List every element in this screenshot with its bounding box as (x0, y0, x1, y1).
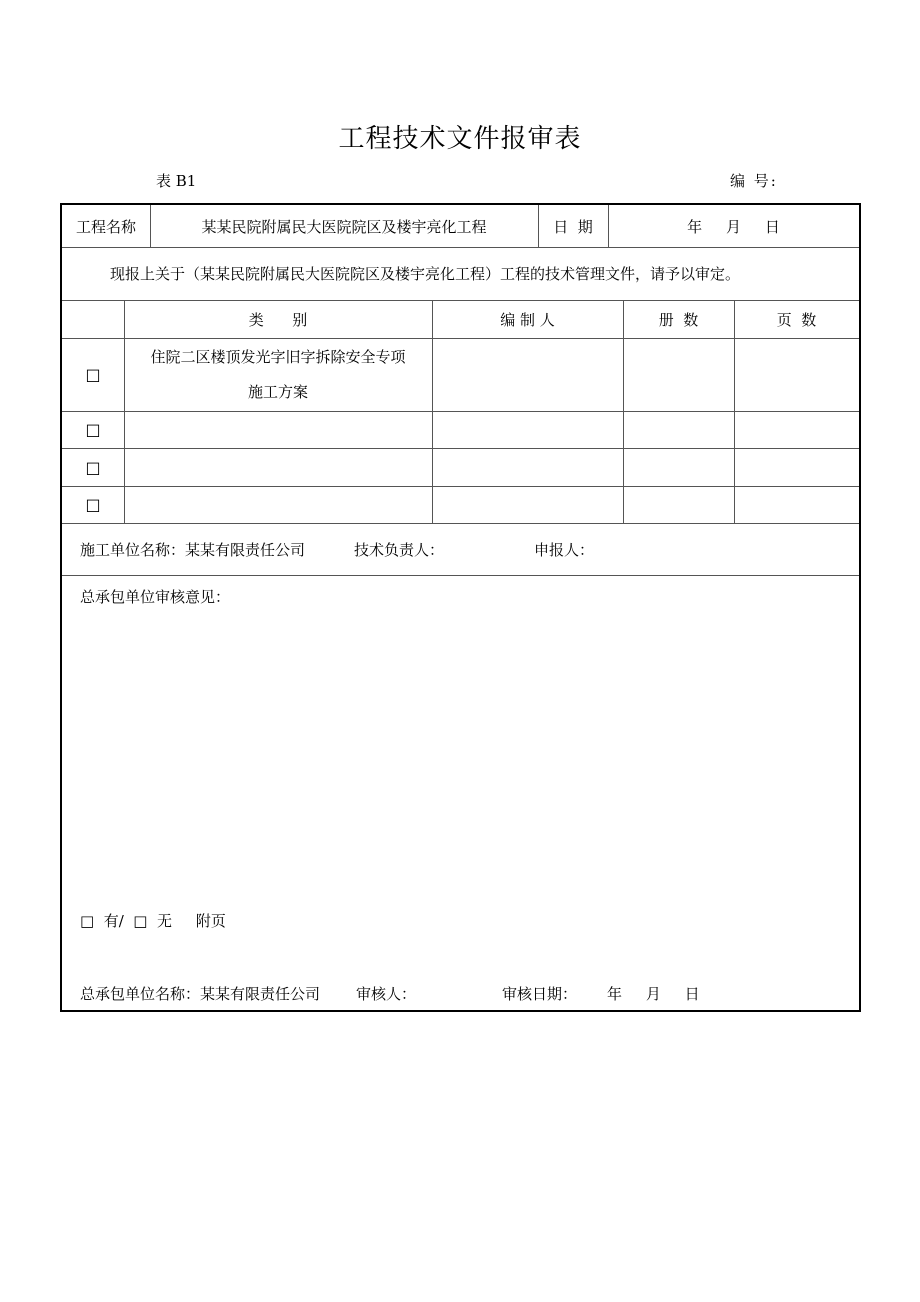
row-author (432, 411, 623, 448)
page-title: 工程技术文件报审表 (338, 124, 582, 154)
applicant-label: 申报人： (534, 540, 595, 559)
project-name-label: 工程名称 (75, 217, 136, 236)
row-volumes (623, 411, 734, 448)
row-pages (734, 411, 859, 448)
col-header-category: 类 别 (248, 310, 308, 329)
date-value: 年 月 日 (687, 217, 780, 236)
row-checkbox[interactable]: □ (85, 495, 101, 514)
review-date-label: 审核日期： (502, 984, 578, 1003)
row-category (124, 486, 432, 523)
row-author (432, 338, 623, 411)
row-pages (734, 486, 859, 523)
row-author (432, 486, 623, 523)
col-header-author: 编 制 人 (500, 310, 555, 329)
row-author (432, 448, 623, 486)
attachment-line[interactable]: □ 有/ □ 无 附页 (80, 911, 226, 930)
serial-number-label: 编 号: (730, 172, 778, 190)
row-pages (734, 448, 859, 486)
row-category (124, 338, 432, 411)
row-category-line: 施工方案 (247, 382, 308, 401)
row-volumes (623, 486, 734, 523)
form-table (60, 203, 861, 1012)
construction-unit: 施工单位名称：某某有限责任公司 (80, 540, 306, 559)
project-name-value: 某某民院附属民大医院院区及楼宇亮化工程 (201, 217, 487, 236)
col-header-volumes: 册 数 (658, 310, 699, 329)
review-date-value: 年 月 日 (607, 984, 700, 1003)
review-opinion-label: 总承包单位审核意见： (80, 587, 231, 606)
tech-lead-label: 技术负责人： (354, 540, 445, 559)
row-pages (734, 338, 859, 411)
row-volumes (623, 448, 734, 486)
row-volumes (623, 338, 734, 411)
row-category-line: 住院二区楼顶发光字旧字拆除安全专项 (150, 347, 406, 366)
general-contractor-unit: 总承包单位名称：某某有限责任公司 (80, 984, 321, 1003)
col-header-pages: 页 数 (776, 310, 817, 329)
row-checkbox[interactable]: □ (85, 365, 101, 384)
reviewer-label: 审核人： (356, 984, 417, 1003)
row-category (124, 448, 432, 486)
date-label: 日 期 (553, 217, 593, 236)
row-checkbox[interactable]: □ (85, 457, 101, 477)
row-divider (62, 575, 859, 576)
form-code: 表 B1 (156, 172, 197, 190)
submission-statement: 现报上关于（某某民院附属民大医院院区及楼宇亮化工程）工程的技术管理文件，请予以审定。 (110, 265, 741, 283)
row-category (124, 411, 432, 448)
row-checkbox[interactable]: □ (85, 420, 101, 439)
